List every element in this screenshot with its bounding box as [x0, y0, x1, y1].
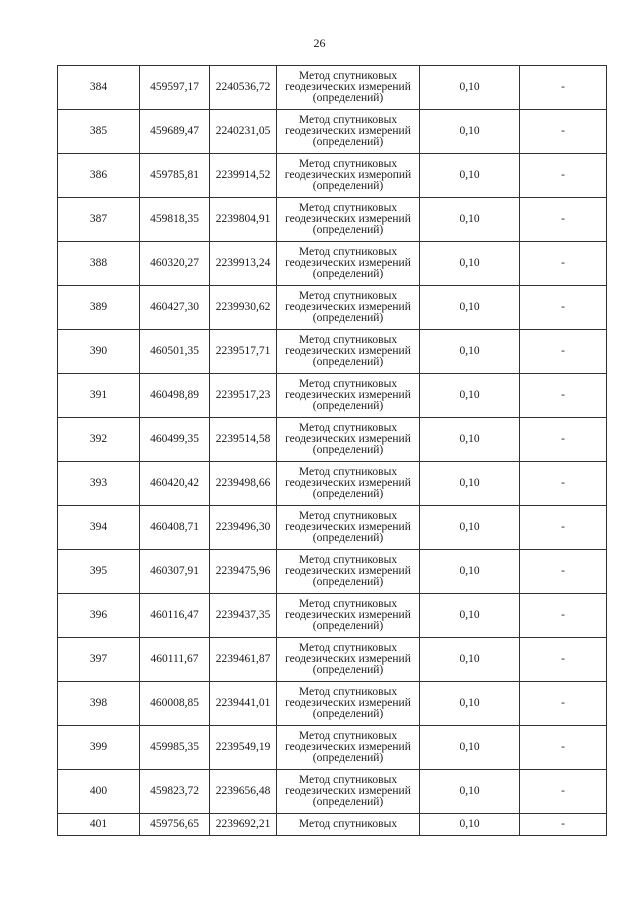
- description-cell: -: [520, 638, 607, 682]
- y-coordinate-cell: 2239514,58: [210, 418, 277, 462]
- method-line: Метод спутниковых: [298, 774, 398, 786]
- accuracy-cell: 0,10: [420, 814, 520, 836]
- accuracy-cell: 0,10: [420, 638, 520, 682]
- method-cell: [277, 594, 420, 638]
- accuracy-cell: 0,10: [420, 594, 520, 638]
- coordinates-table-body: [58, 66, 607, 836]
- method-line: (определений): [312, 268, 384, 280]
- point-number-cell: 395: [58, 550, 140, 594]
- x-coordinate-cell: 460501,35: [140, 330, 210, 374]
- accuracy-cell: 0,10: [420, 110, 520, 154]
- y-coordinate-cell: 2239441,01: [210, 682, 277, 726]
- description-cell: -: [520, 726, 607, 770]
- accuracy-cell: 0,10: [420, 198, 520, 242]
- method-line: (определений): [312, 488, 384, 500]
- table-row: [58, 638, 607, 682]
- table-row: [58, 550, 607, 594]
- method-line: (определений): [312, 400, 384, 412]
- description-cell: -: [520, 506, 607, 550]
- method-line: (определений): [312, 576, 384, 588]
- method-line: (определений): [312, 356, 384, 368]
- y-coordinate-cell: 2239549,19: [210, 726, 277, 770]
- point-number-cell: 388: [58, 242, 140, 286]
- description-cell: -: [520, 418, 607, 462]
- method-line: Метод спутниковых: [298, 378, 398, 390]
- x-coordinate-cell: 460408,71: [140, 506, 210, 550]
- point-number-cell: 399: [58, 726, 140, 770]
- method-line: Метод спутниковых: [298, 510, 398, 522]
- method-cell: [277, 198, 420, 242]
- method-line: геодезических измерений: [285, 301, 411, 313]
- method-line: Метод спутниковых: [298, 730, 398, 742]
- description-cell: -: [520, 198, 607, 242]
- y-coordinate-cell: 2239914,52: [210, 154, 277, 198]
- point-number-cell: 392: [58, 418, 140, 462]
- description-cell: -: [520, 330, 607, 374]
- accuracy-cell: 0,10: [420, 418, 520, 462]
- method-line: (определений): [312, 796, 384, 808]
- point-number-cell: 394: [58, 506, 140, 550]
- method-line: геодезических измерений: [285, 433, 411, 445]
- point-number-cell: 400: [58, 770, 140, 814]
- description-cell: -: [520, 462, 607, 506]
- point-number-cell: 401: [58, 814, 140, 836]
- x-coordinate-cell: 460499,35: [140, 418, 210, 462]
- method-cell: [277, 682, 420, 726]
- point-number-cell: 391: [58, 374, 140, 418]
- point-number-cell: 390: [58, 330, 140, 374]
- method-line: геодезических измерений: [285, 653, 411, 665]
- method-cell: [277, 770, 420, 814]
- method-cell: [277, 638, 420, 682]
- y-coordinate-cell: 2239475,96: [210, 550, 277, 594]
- method-line: геодезических измерений: [285, 81, 411, 93]
- description-cell: -: [520, 110, 607, 154]
- table-row: [58, 506, 607, 550]
- table-row: [58, 814, 607, 836]
- method-line: Метод спутниковых: [298, 290, 398, 302]
- x-coordinate-cell: 460116,47: [140, 594, 210, 638]
- method-line: геодезических измерений: [285, 345, 411, 357]
- method-line: Метод спутниковых: [298, 598, 398, 610]
- method-cell: [277, 418, 420, 462]
- method-line: геодезических измерений: [285, 785, 411, 797]
- table-row: [58, 242, 607, 286]
- description-cell: -: [520, 814, 607, 836]
- method-cell: [277, 550, 420, 594]
- description-cell: -: [520, 154, 607, 198]
- accuracy-cell: 0,10: [420, 66, 520, 110]
- table-row: [58, 154, 607, 198]
- method-line: геодезических измерений: [285, 565, 411, 577]
- table-row: [58, 286, 607, 330]
- method-line: Метод спутниковых: [298, 642, 398, 654]
- point-number-cell: 386: [58, 154, 140, 198]
- point-number-cell: 387: [58, 198, 140, 242]
- description-cell: -: [520, 550, 607, 594]
- table-row: [58, 66, 607, 110]
- y-coordinate-cell: 2239498,66: [210, 462, 277, 506]
- point-number-cell: 396: [58, 594, 140, 638]
- method-line: (определений): [312, 444, 384, 456]
- method-cell: [277, 506, 420, 550]
- method-line: Метод спутниковых: [298, 158, 398, 170]
- x-coordinate-cell: 460427,30: [140, 286, 210, 330]
- description-cell: -: [520, 242, 607, 286]
- method-line: (определений): [312, 180, 384, 192]
- accuracy-cell: 0,10: [420, 726, 520, 770]
- method-line: (определений): [312, 708, 384, 720]
- x-coordinate-cell: 459985,35: [140, 726, 210, 770]
- x-coordinate-cell: 459597,17: [140, 66, 210, 110]
- point-number-cell: 398: [58, 682, 140, 726]
- x-coordinate-cell: 460111,67: [140, 638, 210, 682]
- table-row: [58, 462, 607, 506]
- method-line: геодезических измерений: [285, 521, 411, 533]
- y-coordinate-cell: 2239656,48: [210, 770, 277, 814]
- method-line: Метод спутниковых: [298, 554, 398, 566]
- description-cell: -: [520, 286, 607, 330]
- method-line: Метод спутниковых: [298, 422, 398, 434]
- accuracy-cell: 0,10: [420, 154, 520, 198]
- x-coordinate-cell: 459756,65: [140, 814, 210, 836]
- description-cell: -: [520, 594, 607, 638]
- method-line: геодезических измерений: [285, 125, 411, 137]
- x-coordinate-cell: 460320,27: [140, 242, 210, 286]
- method-line: (определений): [312, 312, 384, 324]
- table-row: [58, 770, 607, 814]
- x-coordinate-cell: 460008,85: [140, 682, 210, 726]
- method-line: Метод спутниковых: [298, 334, 398, 346]
- y-coordinate-cell: 2240231,05: [210, 110, 277, 154]
- description-cell: -: [520, 66, 607, 110]
- accuracy-cell: 0,10: [420, 462, 520, 506]
- table-row: [58, 198, 607, 242]
- accuracy-cell: 0,10: [420, 330, 520, 374]
- method-line: (определений): [312, 224, 384, 236]
- method-line: (определений): [312, 92, 384, 104]
- method-line: Метод спутниковых: [298, 70, 398, 82]
- accuracy-cell: 0,10: [420, 550, 520, 594]
- x-coordinate-cell: 459689,47: [140, 110, 210, 154]
- point-number-cell: 393: [58, 462, 140, 506]
- point-number-cell: 389: [58, 286, 140, 330]
- y-coordinate-cell: 2239517,71: [210, 330, 277, 374]
- y-coordinate-cell: 2239930,62: [210, 286, 277, 330]
- method-line: Метод спутниковых: [298, 466, 398, 478]
- method-cell: [277, 374, 420, 418]
- method-line: (определений): [312, 532, 384, 544]
- method-line: геодезических измерений: [285, 477, 411, 489]
- method-line: (определений): [312, 664, 384, 676]
- method-line: геодезических измеропий: [284, 169, 412, 181]
- method-line: Метод спутниковых: [298, 818, 398, 830]
- method-line: (определений): [312, 620, 384, 632]
- y-coordinate-cell: 2239461,87: [210, 638, 277, 682]
- description-cell: -: [520, 682, 607, 726]
- method-line: Метод спутниковых: [298, 246, 398, 258]
- point-number-cell: 385: [58, 110, 140, 154]
- x-coordinate-cell: 460307,91: [140, 550, 210, 594]
- accuracy-cell: 0,10: [420, 374, 520, 418]
- x-coordinate-cell: 460498,89: [140, 374, 210, 418]
- accuracy-cell: 0,10: [420, 242, 520, 286]
- y-coordinate-cell: 2239804,91: [210, 198, 277, 242]
- x-coordinate-cell: 459818,35: [140, 198, 210, 242]
- method-line: геодезических измерений: [285, 741, 411, 753]
- method-cell: [277, 154, 420, 198]
- y-coordinate-cell: 2240536,72: [210, 66, 277, 110]
- table-row: [58, 374, 607, 418]
- accuracy-cell: 0,10: [420, 682, 520, 726]
- method-line: геодезических измерений: [285, 257, 411, 269]
- method-cell: [277, 330, 420, 374]
- description-cell: -: [520, 770, 607, 814]
- method-line: геодезических измерений: [285, 697, 411, 709]
- point-number-cell: 397: [58, 638, 140, 682]
- method-cell: [277, 110, 420, 154]
- table-row: [58, 330, 607, 374]
- method-line: (определений): [312, 136, 384, 148]
- x-coordinate-cell: 460420,42: [140, 462, 210, 506]
- method-line: геодезических измерений: [285, 389, 411, 401]
- method-line: геодезических измерений: [285, 213, 411, 225]
- method-line: Метод спутниковых: [298, 202, 398, 214]
- accuracy-cell: 0,10: [420, 770, 520, 814]
- y-coordinate-cell: 2239517,23: [210, 374, 277, 418]
- y-coordinate-cell: 2239437,35: [210, 594, 277, 638]
- method-cell: [277, 462, 420, 506]
- description-cell: -: [520, 374, 607, 418]
- table-row: [58, 594, 607, 638]
- accuracy-cell: 0,10: [420, 286, 520, 330]
- y-coordinate-cell: 2239496,30: [210, 506, 277, 550]
- method-cell: [277, 242, 420, 286]
- coordinates-table: [57, 65, 607, 836]
- table-row: [58, 726, 607, 770]
- x-coordinate-cell: 459823,72: [140, 770, 210, 814]
- method-cell: [277, 814, 420, 836]
- method-cell: [277, 66, 420, 110]
- method-line: Метод спутниковых: [298, 686, 398, 698]
- y-coordinate-cell: 2239913,24: [210, 242, 277, 286]
- method-cell: [277, 286, 420, 330]
- table-row: [58, 110, 607, 154]
- x-coordinate-cell: 459785,81: [140, 154, 210, 198]
- method-line: Метод спутниковых: [298, 114, 398, 126]
- page-number: 26: [313, 36, 326, 50]
- method-cell: [277, 726, 420, 770]
- method-line: геодезических измерений: [285, 609, 411, 621]
- table-row: [58, 682, 607, 726]
- accuracy-cell: 0,10: [420, 506, 520, 550]
- y-coordinate-cell: 2239692,21: [210, 814, 277, 836]
- method-line: (определений): [312, 752, 384, 764]
- point-number-cell: 384: [58, 66, 140, 110]
- table-row: [58, 418, 607, 462]
